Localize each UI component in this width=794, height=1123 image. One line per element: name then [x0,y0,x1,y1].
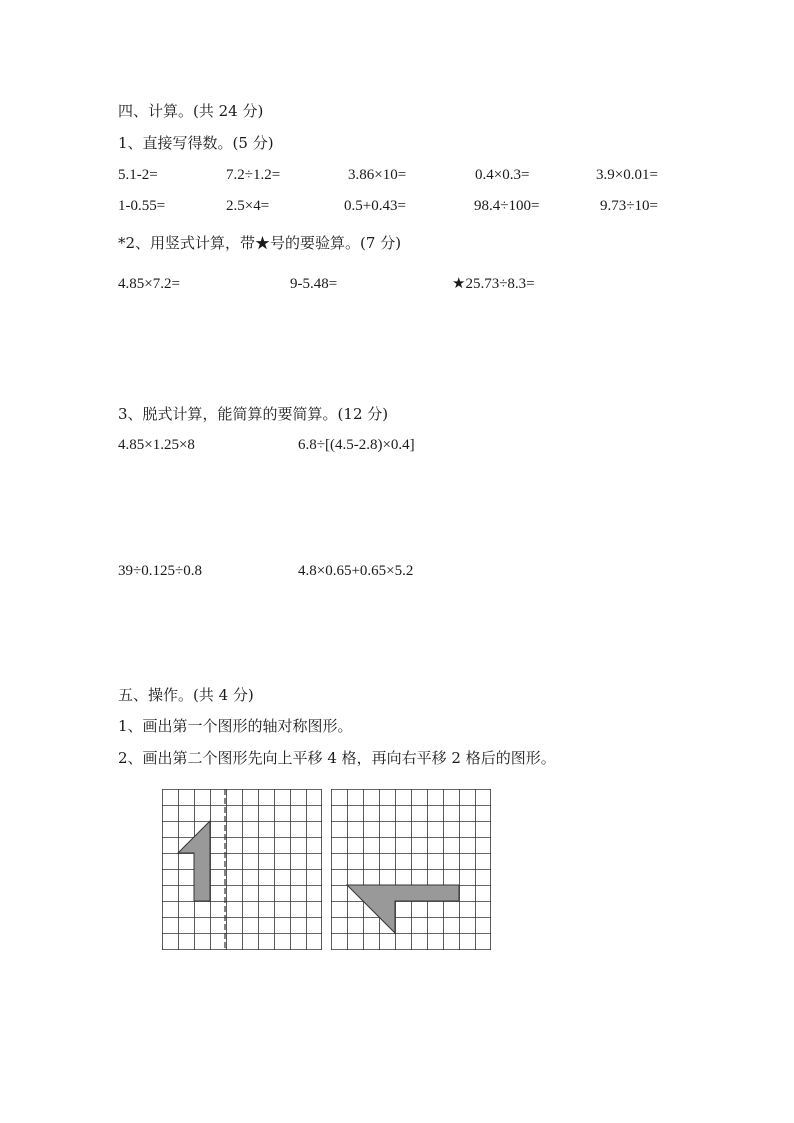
q1-item: 9.73÷10= [600,198,658,214]
symmetry-shape [178,821,210,901]
grid-lines [162,789,322,950]
q1-item: 5.1-2= [118,167,158,183]
q1-title: 1、直接写得数。(5 分) [118,134,274,152]
symmetry-grid [162,789,322,950]
section-5-heading: 五、操作。(共 4 分) [118,686,254,704]
q1-item: 0.5+0.43= [344,198,406,214]
q3-title: 3、脱式计算，能简算的要简算。(12 分) [118,405,389,423]
q3-item: 39÷0.125÷0.8 [118,563,202,579]
q2-item: ★25.73÷8.3= [452,276,535,292]
q1-item: 0.4×0.3= [475,167,530,183]
q1-item: 1-0.55= [118,198,166,214]
q1-item: 7.2÷1.2= [226,167,281,183]
op-q2-text: 2、画出第二个图形先向上平移 4 格，再向右平移 2 格后的图形。 [118,749,556,767]
q3-item: 4.85×1.25×8 [118,437,195,453]
q1-item: 3.86×10= [348,167,407,183]
q3-item: 6.8÷[(4.5-2.8)×0.4] [298,437,415,453]
q2-title: *2、用竖式计算，带★号的要验算。(7 分) [118,234,402,252]
q1-item: 98.4÷100= [474,198,540,214]
q2-item: 9-5.48= [290,276,338,292]
q1-item: 2.5×4= [226,198,270,214]
q2-item: 4.85×7.2= [118,276,180,292]
section-4-heading: 四、计算。(共 24 分) [118,102,264,120]
grid-lines [331,789,491,950]
op-q1-text: 1、画出第一个图形的轴对称图形。 [118,717,353,735]
q3-item: 4.8×0.65+0.65×5.2 [298,563,414,579]
q1-item: 3.9×0.01= [596,167,658,183]
translation-grid [331,789,491,950]
